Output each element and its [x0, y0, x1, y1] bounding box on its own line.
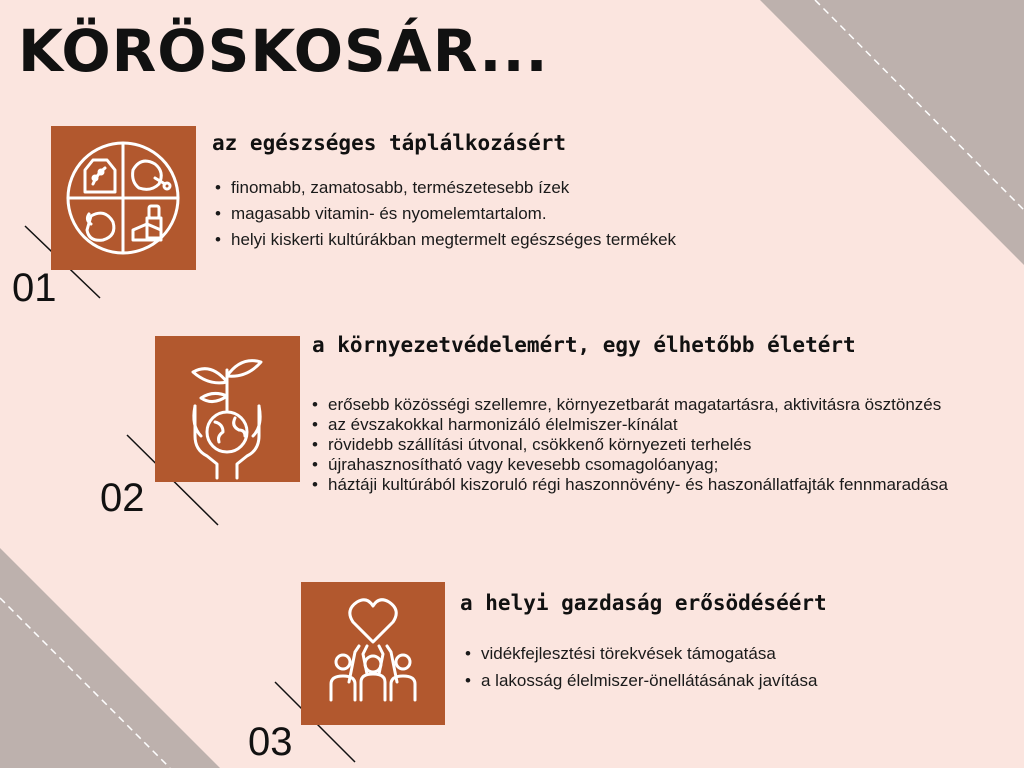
community-heart-icon: [301, 582, 445, 725]
section-heading-03: a helyi gazdaság erősödéséért: [460, 591, 827, 615]
list-item: • erősebb közösségi szellemre, környezetbarát magatartásra, aktivitásra ösztönzés: [312, 395, 1015, 415]
food-plate-icon: [51, 126, 196, 270]
list-item: • háztáji kultúrából kiszoruló régi haszonnövény- és haszonállatfajták fennmaradása: [312, 475, 1015, 495]
section-list-01: [215, 175, 915, 253]
bottom-left-stripe: [0, 548, 220, 768]
list-item: • újrahasznosítható vagy kevesebb csomagolóanyag;: [312, 455, 1015, 475]
section-number-02: 02: [100, 476, 145, 520]
list-item: • helyi kiskerti kultúrákban megtermelt egészséges termékek: [215, 227, 915, 253]
section-number-01: 01: [12, 266, 57, 310]
section-number-03: 03: [248, 720, 293, 764]
hands-globe-plant-icon: [155, 336, 300, 482]
list-item: • magasabb vitamin- és nyomelemtartalom.: [215, 201, 915, 227]
list-item: • a lakosság élelmiszer-önellátásának javítása: [465, 667, 965, 694]
section-heading-02: a környezetvédelemért, egy élhetőbb életért: [312, 333, 856, 357]
section-list-02: [312, 395, 1015, 495]
list-item: • finomabb, zamatosabb, természetesebb ízek: [215, 175, 915, 201]
list-item: • az évszakokkal harmonizáló élelmiszer-kínálat: [312, 415, 1015, 435]
section-heading-01: az egészséges táplálkozásért: [212, 131, 567, 155]
section-list-03: [465, 640, 965, 694]
page-title: KÖRÖSKOSÁR...: [18, 17, 549, 85]
list-item: • vidékfejlesztési törekvések támogatása: [465, 640, 965, 667]
list-item: • rövidebb szállítási útvonal, csökkenő környezeti terhelés: [312, 435, 1015, 455]
